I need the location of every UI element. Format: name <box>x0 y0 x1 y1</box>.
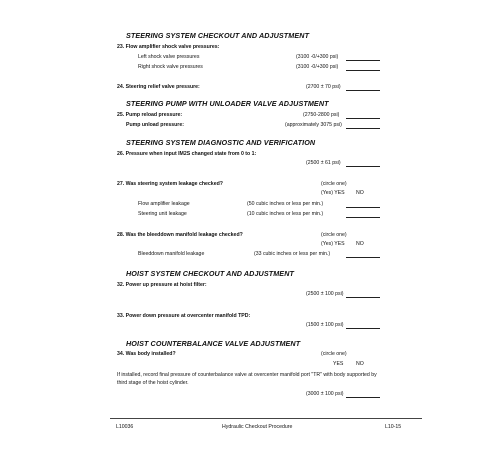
q32-blank[interactable] <box>346 292 380 298</box>
q25-unload-spec: (approximately 3075 psi) <box>285 122 342 128</box>
q32-spec: (2500 ± 100 psi) <box>306 291 344 297</box>
q33-label: 33. Power down pressure at overcenter manifold TPD: <box>117 313 251 319</box>
footer-doc-id: L10036 <box>116 424 134 430</box>
q24-blank[interactable] <box>346 85 380 91</box>
q32-label: 32. Power up pressure at hoist filter: <box>117 282 207 288</box>
q34-circle-one: (circle one) <box>321 351 347 357</box>
q23-right-spec: (3100 -0/+300 psi) <box>296 64 339 70</box>
footer-rule <box>110 418 422 419</box>
q34-label: 34. Was body installed? <box>117 351 176 357</box>
section-heading-steering-pump: STEERING PUMP WITH UNLOADER VALVE ADJUSTMENT <box>126 99 329 108</box>
q25-unload-label: Pump unload pressure: <box>126 122 184 128</box>
q26-blank[interactable] <box>346 161 380 167</box>
q34-note-line1: If installed, record final pressure of counterbalance valve at overcenter manifold port "TR" with body supported by <box>117 372 377 378</box>
q26-label: 26. Pressure when input IM2S changed state from 0 to 1: <box>117 151 257 157</box>
q34-note-line2: third stage of the hoist cylinder. <box>117 380 189 386</box>
section-heading-steering-checkout: STEERING SYSTEM CHECKOUT AND ADJUSTMENT <box>126 31 310 40</box>
q23-label: 23. Flow amplifier shock valve pressures: <box>117 44 220 50</box>
q27-yes-option[interactable]: (Yes) YES <box>321 190 345 196</box>
q28-yes-option[interactable]: (Yes) YES <box>321 241 345 247</box>
q24-label: 24. Steering relief valve pressure: <box>117 84 200 90</box>
q27-flow-label: Flow amplifier leakage <box>138 201 190 207</box>
q23-right-label: Right shock valve pressures <box>138 64 203 70</box>
q28-circle-one: (circle one) <box>321 232 347 238</box>
q27-unit-label: Steering unit leakage <box>138 211 187 217</box>
q33-blank[interactable] <box>346 323 380 329</box>
q33-spec: (1500 ± 100 psi) <box>306 322 344 328</box>
q27-unit-blank[interactable] <box>346 212 380 218</box>
q25-label: 25. Pump reload pressure: <box>117 112 183 118</box>
q34-spec: (3000 ± 100 psi) <box>306 391 344 397</box>
q27-unit-spec: (10 cubic inches or less per min.) <box>247 211 324 217</box>
q25-spec: (2750-2800 psi) <box>303 112 340 118</box>
q27-flow-blank[interactable] <box>346 202 380 208</box>
q27-no-option[interactable]: NO <box>356 190 364 196</box>
footer-title: Hydraulic Checkout Procedure <box>222 424 293 430</box>
q28-manifold-spec: (33 cubic inches or less per min.) <box>254 251 331 257</box>
q34-no-option[interactable]: NO <box>356 361 364 367</box>
q27-flow-spec: (50 cubic inches or less per min.) <box>247 201 324 207</box>
q24-spec: (2700 ± 70 psi) <box>306 84 341 90</box>
q28-label: 28. Was the bleeddown manifold leakage checked? <box>117 232 243 238</box>
q28-manifold-label: Bleeddown manifold leakage <box>138 251 205 257</box>
q34-yes-option[interactable]: YES <box>333 361 344 367</box>
q34-blank[interactable] <box>346 392 380 398</box>
q23-left-spec: (3100 -0/+300 psi) <box>296 54 339 60</box>
q27-label: 27. Was steering system leakage checked? <box>117 181 223 187</box>
q26-spec: (2500 ± 61 psi) <box>306 160 341 166</box>
q27-circle-one: (circle one) <box>321 181 347 187</box>
q23-right-blank[interactable] <box>346 65 380 71</box>
q25-blank[interactable] <box>346 113 380 119</box>
section-heading-steering-diagnostic: STEERING SYSTEM DIAGNOSTIC AND VERIFICATION <box>126 138 316 147</box>
q28-manifold-blank[interactable] <box>346 252 380 258</box>
q25-unload-blank[interactable] <box>346 123 380 129</box>
section-heading-hoist-system: HOIST SYSTEM CHECKOUT AND ADJUSTMENT <box>126 269 294 278</box>
q28-no-option[interactable]: NO <box>356 241 364 247</box>
q23-left-blank[interactable] <box>346 55 380 61</box>
q23-left-label: Left shock valve pressures <box>138 54 200 60</box>
footer-page-number: L10-15 <box>385 424 402 430</box>
section-heading-hoist-counterbalance: HOIST COUNTERBALANCE VALVE ADJUSTMENT <box>126 339 301 348</box>
